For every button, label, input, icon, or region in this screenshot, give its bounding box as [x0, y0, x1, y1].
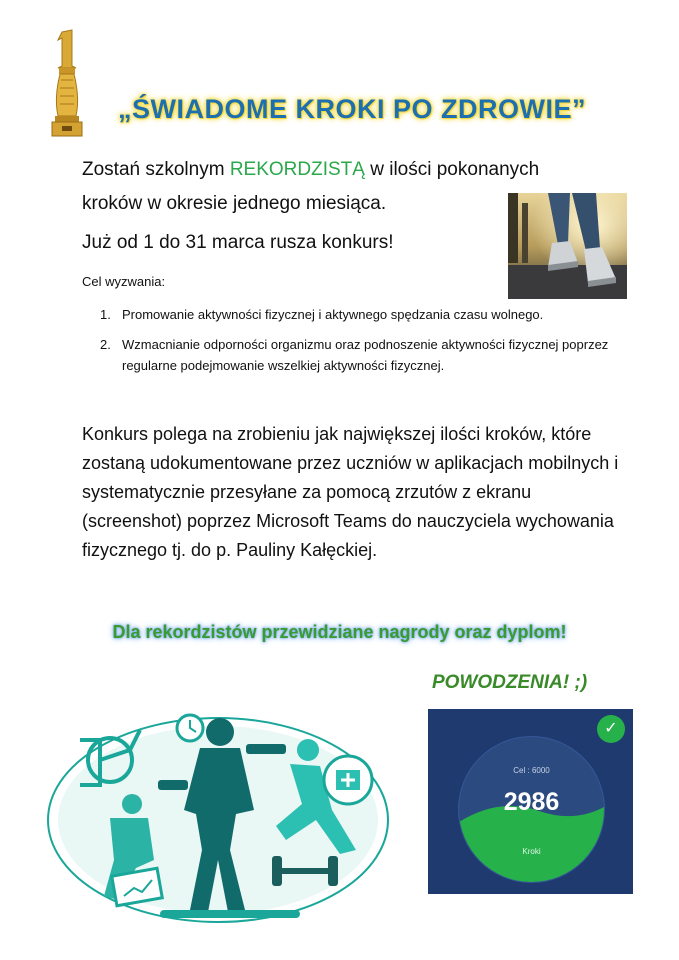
intro-text: w ilości pokonanych — [364, 159, 540, 180]
step-count-value: 2986 — [503, 788, 560, 816]
step-goal-label: Cel : 6000 — [513, 766, 550, 775]
intro-line-2: kroków w okresie jednego miesiąca. — [82, 193, 387, 214]
list-text: Wzmacnianie odporności organizmu oraz podnoszenie aktywności fizycznej poprzez regularne podejmowanie wszelkiej aktywności fizycznej. — [122, 337, 609, 373]
steps-label: Kroki — [522, 847, 541, 856]
tablet-icon — [112, 868, 163, 906]
intro-line-1 — [82, 156, 539, 184]
goals-list — [100, 304, 620, 385]
clock-icon — [177, 715, 203, 741]
check-icon: ✓ — [597, 715, 625, 743]
trophy-image — [46, 28, 88, 140]
health-badge-icon — [324, 756, 372, 804]
goals-label: Cel wyzwania: — [82, 274, 166, 289]
prize-announcement: Dla rekordzistów przewidziane nagrody oraz dyplom! — [112, 622, 567, 642]
good-luck-text: POWODZENIA! ;) — [432, 672, 588, 693]
contest-description: Konkurs polega na zrobieniu jak największej ilości kroków, które zostaną udokumentowane przez uczniów w aplikacjach mobilnych i systematycznie przesyłane za pomocą zrzutów z ekranu (screenshot) poprzez Microsoft Teams do nauczyciela wychowania fizycznego tj. do p. Pauliny Kałęckiej. — [82, 424, 619, 560]
page-title: „ŚWIADOME KROKI PO ZDROWIE” — [118, 94, 586, 124]
list-number: 1. — [100, 307, 111, 322]
list-text: Promowanie aktywności fizycznej i aktywnego spędzania czasu wolnego. — [122, 307, 544, 322]
contest-dates: Już od 1 do 31 marca rusza konkurs! — [82, 232, 394, 253]
intro-text: Zostań szkolnym — [82, 159, 230, 180]
list-item — [100, 304, 620, 325]
list-item — [100, 334, 620, 376]
walking-photo — [508, 193, 627, 299]
record-holder-highlight: REKORDZISTĄ — [229, 159, 365, 180]
yoga-mat-icon — [160, 910, 300, 918]
list-number: 2. — [100, 337, 111, 352]
fitness-illustration — [40, 700, 395, 930]
